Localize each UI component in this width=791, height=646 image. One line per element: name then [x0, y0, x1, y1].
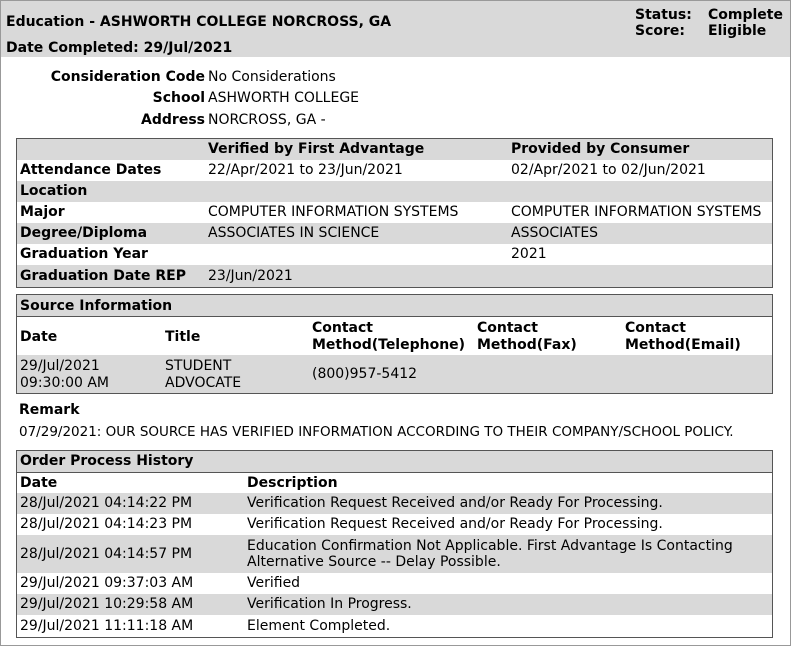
score-value: Eligible [708, 23, 767, 39]
row-label: Graduation Date REP [20, 268, 186, 284]
remark-title: Remark [19, 402, 80, 418]
history-date: 29/Jul/2021 11:11:18 AM [20, 618, 194, 634]
col-contact-fax-line2: Method(Fax) [477, 337, 577, 353]
score-label: Score: [635, 23, 685, 39]
verification-row-graduation-date [17, 265, 772, 287]
row-label: Degree/Diploma [20, 225, 148, 241]
history-row [17, 594, 772, 615]
col-history-date: Date [20, 475, 58, 491]
verification-header-row [17, 139, 772, 160]
history-description: Education Confirmation Not Applicable. First Advantage Is Contacting Alternative Source -- Delay Possible. [247, 538, 733, 570]
consumer-value: COMPUTER INFORMATION SYSTEMS [511, 204, 762, 220]
history-row [17, 493, 772, 514]
col-contact-telephone-line2: Method(Telephone) [312, 337, 466, 353]
first-advantage-value: COMPUTER INFORMATION SYSTEMS [208, 204, 459, 220]
col-contact-email-line2: Method(Email) [625, 337, 741, 353]
source-data-row [17, 355, 772, 393]
history-date: 29/Jul/2021 10:29:58 AM [20, 596, 194, 612]
history-description: Element Completed. [247, 618, 391, 634]
col-date: Date [20, 329, 58, 345]
source-date-line1: 29/Jul/2021 [20, 358, 100, 374]
remark-text: 07/29/2021: OUR SOURCE HAS VERIFIED INFORMATION ACCORDING TO THEIR COMPANY/SCHOOL POLICY. [19, 424, 734, 440]
source-title-line1: STUDENT [165, 358, 232, 374]
row-label: Attendance Dates [20, 162, 162, 178]
row-label: Graduation Year [20, 246, 148, 262]
first-advantage-value: 23/Jun/2021 [208, 268, 293, 284]
verification-row-graduation-year [17, 244, 772, 265]
consideration-code-label: Consideration Code [50, 69, 205, 85]
history-date: 29/Jul/2021 09:37:03 AM [20, 575, 194, 591]
school-label: School [152, 90, 205, 106]
verification-table [16, 138, 773, 288]
report-title: Education - ASHWORTH COLLEGE NORCROSS, GA [6, 14, 392, 30]
col-title: Title [165, 329, 201, 345]
order-process-history-table [16, 450, 773, 638]
status-label: Status: [635, 7, 692, 23]
source-title-row [17, 295, 772, 317]
col-contact-fax-line1: Contact [477, 320, 538, 336]
history-description: Verification Request Received and/or Ready For Processing. [247, 516, 663, 532]
first-advantage-value: ASSOCIATES IN SCIENCE [208, 225, 380, 241]
date-completed: Date Completed: 29/Jul/2021 [6, 40, 233, 56]
report-header [1, 1, 790, 57]
row-label: Major [20, 204, 65, 220]
col-verified-first-advantage: Verified by First Advantage [208, 141, 425, 157]
history-date: 28/Jul/2021 04:14:57 PM [20, 546, 193, 562]
history-row [17, 615, 772, 637]
verification-row-major [17, 202, 772, 223]
consumer-value: ASSOCIATES [511, 225, 599, 241]
history-header-row [17, 472, 772, 494]
history-description: Verified [247, 575, 301, 591]
first-advantage-value: 22/Apr/2021 to 23/Jun/2021 [208, 162, 403, 178]
source-title: Source Information [20, 298, 173, 314]
history-description: Verification Request Received and/or Ready For Processing. [247, 495, 663, 511]
verification-row-degree [17, 223, 772, 244]
history-description: Verification In Progress. [247, 596, 412, 612]
history-date: 28/Jul/2021 04:14:23 PM [20, 516, 193, 532]
col-contact-telephone-line1: Contact [312, 320, 373, 336]
history-row [17, 535, 772, 573]
history-row [17, 573, 772, 594]
address-value: NORCROSS, GA - [208, 112, 326, 128]
consumer-value: 02/Apr/2021 to 02/Jun/2021 [511, 162, 706, 178]
source-telephone: (800)957-5412 [312, 366, 418, 382]
consideration-code-value: No Considerations [208, 69, 336, 85]
source-title-line2: ADVOCATE [165, 375, 242, 391]
source-information-table [16, 294, 773, 394]
status-value: Complete [708, 7, 783, 23]
col-history-description: Description [247, 475, 338, 491]
verification-row-location [17, 181, 772, 202]
consumer-value: 2021 [511, 246, 547, 262]
col-provided-by-consumer: Provided by Consumer [511, 141, 690, 157]
history-date: 28/Jul/2021 04:14:22 PM [20, 495, 193, 511]
row-label: Location [20, 183, 88, 199]
source-date-line2: 09:30:00 AM [20, 375, 109, 391]
history-row [17, 514, 772, 535]
verification-row-attendance [17, 160, 772, 181]
address-label: Address [141, 112, 205, 128]
history-title-row [17, 451, 772, 472]
history-title: Order Process History [20, 453, 194, 469]
school-value: ASHWORTH COLLEGE [208, 90, 360, 106]
col-contact-email-line1: Contact [625, 320, 686, 336]
source-header-row [17, 317, 772, 355]
